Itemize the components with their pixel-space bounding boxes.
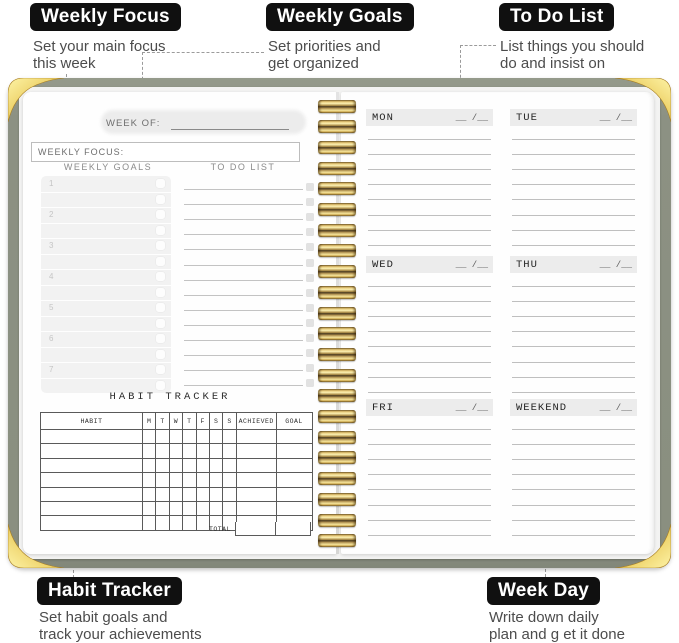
habit-table-cell [209, 502, 222, 515]
habit-tracker-total-row [40, 522, 311, 537]
goal-checkbox [156, 365, 165, 374]
habit-table-header-row [41, 413, 312, 429]
habit-table-cell [155, 488, 168, 501]
goal-row [41, 176, 171, 193]
goal-row [41, 362, 171, 379]
goal-row [41, 331, 171, 348]
habit-table-cell [142, 430, 155, 443]
weekly-goals-panel [41, 176, 171, 393]
day-line [512, 199, 635, 200]
todo-checkbox [306, 213, 314, 221]
todo-checkbox [306, 334, 314, 342]
goal-number: 1 [49, 179, 54, 188]
habit-table-cell [182, 430, 195, 443]
goal-checkbox [156, 319, 165, 328]
todo-line [184, 265, 303, 266]
habit-table-cell [155, 502, 168, 515]
habit-table-cell [209, 459, 222, 472]
day-line [512, 429, 635, 430]
spiral-ring [318, 203, 356, 216]
goal-checkbox [156, 303, 165, 312]
callout-desc-to-do-list-line2: do and insist on [500, 55, 606, 72]
day-section-fri [366, 399, 493, 539]
todo-line [184, 385, 303, 386]
day-date-placeholder: __ /__ [599, 403, 632, 413]
day-line [368, 377, 491, 378]
day-line [512, 474, 635, 475]
todo-checkbox [306, 349, 314, 357]
callout-desc-weekly-focus-line2: this week [33, 55, 96, 72]
goal-row [41, 285, 171, 302]
habit-table-cell [182, 459, 195, 472]
habit-table-cell [41, 488, 142, 501]
habit-table-cell [276, 488, 312, 501]
callout-desc-weekly-focus-line1: Set your main focus [33, 38, 166, 55]
goal-number: 4 [49, 272, 54, 281]
habit-table-header-cell: S [209, 413, 222, 429]
spiral-ring [318, 265, 356, 278]
habit-table-cell [169, 488, 182, 501]
day-line [368, 215, 491, 216]
habit-table-cell [276, 430, 312, 443]
goal-number: 3 [49, 241, 54, 250]
day-line [368, 444, 491, 445]
callout-badge-weekly-focus: Weekly Focus [30, 3, 181, 31]
spiral-ring [318, 307, 356, 320]
day-header [366, 109, 493, 126]
spiral-ring [318, 286, 356, 299]
day-line [368, 316, 491, 317]
habit-table-cell [209, 488, 222, 501]
total-goal-cell [275, 522, 311, 536]
todo-line [184, 280, 303, 281]
todo-line [184, 189, 303, 190]
habit-table-cell [155, 473, 168, 486]
day-line [368, 459, 491, 460]
weekly-focus-label: WEEKLY FOCUS: [38, 147, 125, 157]
todo-checkbox [306, 274, 314, 282]
day-name: THU [516, 259, 538, 271]
spiral-ring [318, 141, 356, 154]
habit-table-cell [236, 502, 276, 515]
goal-number: 7 [49, 365, 54, 374]
callout-desc-habit-tracker-line2: track your achievements [39, 626, 202, 643]
habit-table-cell [196, 488, 209, 501]
habit-table-cell [209, 430, 222, 443]
habit-table-cell [155, 430, 168, 443]
habit-table-cell [41, 502, 142, 515]
habit-table-header-cell: W [169, 413, 182, 429]
habit-table-cell [276, 502, 312, 515]
spiral-ring [318, 327, 356, 340]
todo-line [184, 325, 303, 326]
habit-table-cell [142, 444, 155, 457]
day-header [366, 256, 493, 273]
day-line [368, 429, 491, 430]
day-date-placeholder: __ /__ [599, 260, 632, 270]
weekly-focus-box [31, 142, 300, 162]
day-section-thu [510, 256, 637, 396]
weekly-goals-header: WEEKLY GOALS [63, 162, 153, 172]
goal-row [41, 254, 171, 271]
day-date-placeholder: __ /__ [455, 113, 488, 123]
goal-number: 6 [49, 334, 54, 343]
day-line [368, 362, 491, 363]
callout-desc-habit-tracker-line1: Set habit goals and [39, 609, 168, 626]
goal-checkbox [156, 350, 165, 359]
goal-row [41, 207, 171, 224]
day-line [368, 230, 491, 231]
habit-table-header-cell: M [142, 413, 155, 429]
day-line [512, 139, 635, 140]
day-header [510, 109, 637, 126]
spiral-ring [318, 244, 356, 257]
callout-badge-habit-tracker: Habit Tracker [37, 577, 182, 605]
day-line [368, 301, 491, 302]
todo-line [184, 370, 303, 371]
habit-table-header-cell: S [222, 413, 235, 429]
day-name: MON [372, 112, 394, 124]
day-line [512, 230, 635, 231]
habit-table-cell [209, 473, 222, 486]
habit-table-cell [41, 459, 142, 472]
spiral-ring [318, 100, 356, 113]
day-line [368, 286, 491, 287]
total-label: TOTAL [208, 526, 231, 533]
day-line [512, 184, 635, 185]
week-of-label: WEEK OF: [106, 118, 161, 129]
habit-table-cell [222, 459, 235, 472]
day-section-tue [510, 109, 637, 249]
total-achieved-cell [235, 522, 276, 536]
spiral-ring [318, 224, 356, 237]
day-section-wed [366, 256, 493, 396]
spiral-ring [318, 472, 356, 485]
todo-line [184, 249, 303, 250]
goal-number: 5 [49, 303, 54, 312]
leader-to-do-h1 [460, 45, 496, 46]
goal-checkbox [156, 195, 165, 204]
day-line [368, 245, 491, 246]
habit-table-cell [222, 444, 235, 457]
day-line [512, 392, 635, 393]
habit-table-cell [196, 502, 209, 515]
day-line [512, 505, 635, 506]
todo-line [184, 310, 303, 311]
todo-checkbox [306, 304, 314, 312]
day-header [510, 399, 637, 416]
habit-table-row [41, 458, 312, 472]
callout-desc-weekly-goals-line1: Set priorities and [268, 38, 381, 55]
day-line [512, 520, 635, 521]
day-line [368, 535, 491, 536]
goal-row [41, 316, 171, 333]
day-line [368, 346, 491, 347]
day-line [512, 316, 635, 317]
habit-table-cell [169, 430, 182, 443]
habit-table-cell [182, 444, 195, 457]
spiral-ring [318, 369, 356, 382]
todo-checkbox [306, 243, 314, 251]
habit-table-cell [222, 488, 235, 501]
habit-table-header-cell: ACHIEVED [236, 413, 276, 429]
goal-row [41, 347, 171, 364]
spiral-ring [318, 451, 356, 464]
habit-table-cell [142, 473, 155, 486]
habit-table-cell [41, 430, 142, 443]
day-line [368, 331, 491, 332]
callout-desc-week-day-line1: Write down daily [489, 609, 599, 626]
habit-table-cell [142, 459, 155, 472]
day-line [512, 215, 635, 216]
todo-checkbox [306, 259, 314, 267]
day-line [368, 154, 491, 155]
day-header [366, 399, 493, 416]
habit-table-cell [222, 502, 235, 515]
callout-desc-week-day-line2: plan and g et it done [489, 626, 625, 643]
habit-table-cell [276, 444, 312, 457]
habit-table-row [41, 487, 312, 501]
habit-table-cell [182, 488, 195, 501]
day-line [512, 169, 635, 170]
goal-checkbox [156, 179, 165, 188]
habit-table-cell [142, 502, 155, 515]
goal-row [41, 223, 171, 240]
goal-checkbox [156, 257, 165, 266]
habit-table-cell [236, 430, 276, 443]
callout-desc-to-do-list-line1: List things you should [500, 38, 645, 55]
habit-table-cell [196, 430, 209, 443]
spiral-ring [318, 534, 356, 547]
day-line [512, 459, 635, 460]
habit-table-cell [236, 473, 276, 486]
todo-line [184, 219, 303, 220]
todo-checkbox [306, 183, 314, 191]
day-line [368, 169, 491, 170]
spiral-ring [318, 120, 356, 133]
day-line [368, 505, 491, 506]
goal-row [41, 300, 171, 317]
callout-badge-to-do-list: To Do List [499, 3, 614, 31]
todo-line [184, 234, 303, 235]
day-line [368, 199, 491, 200]
habit-table-cell [276, 459, 312, 472]
day-line [368, 520, 491, 521]
day-date-placeholder: __ /__ [599, 113, 632, 123]
habit-table-cell [169, 459, 182, 472]
habit-table-cell [155, 459, 168, 472]
todo-checkbox [306, 198, 314, 206]
habit-table-cell [169, 444, 182, 457]
goal-checkbox [156, 272, 165, 281]
goal-checkbox [156, 210, 165, 219]
habit-table-row [41, 472, 312, 486]
day-line [512, 444, 635, 445]
day-line [512, 362, 635, 363]
habit-table-row [41, 443, 312, 457]
spiral-ring [318, 389, 356, 402]
day-section-weekend [510, 399, 637, 539]
habit-table-cell [182, 502, 195, 515]
goal-checkbox [156, 334, 165, 343]
habit-table-cell [276, 473, 312, 486]
day-line [512, 535, 635, 536]
callout-badge-weekly-goals: Weekly Goals [266, 3, 414, 31]
right-page [341, 92, 654, 554]
day-line [512, 154, 635, 155]
goal-checkbox [156, 381, 165, 390]
habit-table-cell [196, 459, 209, 472]
leader-weekly-goals-h [142, 52, 264, 53]
day-line [512, 286, 635, 287]
habit-table-row [41, 501, 312, 515]
callout-badge-week-day: Week Day [487, 577, 600, 605]
spiral-ring [318, 493, 356, 506]
habit-table-row [41, 429, 312, 443]
day-line [512, 346, 635, 347]
day-name: TUE [516, 112, 538, 124]
day-line [368, 139, 491, 140]
day-line [512, 301, 635, 302]
day-line [368, 489, 491, 490]
habit-table-cell [41, 473, 142, 486]
habit-tracker-title: HABIT TRACKER [109, 391, 231, 403]
goal-row [41, 269, 171, 286]
todo-line [184, 340, 303, 341]
todo-line [184, 355, 303, 356]
callout-desc-weekly-goals-line2: get organized [268, 55, 359, 72]
spiral-ring [318, 431, 356, 444]
day-line [512, 489, 635, 490]
habit-table-cell [41, 444, 142, 457]
habit-table-cell [236, 488, 276, 501]
day-date-placeholder: __ /__ [455, 403, 488, 413]
day-line [512, 331, 635, 332]
habit-table-cell [182, 473, 195, 486]
habit-table-cell [222, 473, 235, 486]
day-header [510, 256, 637, 273]
spiral-ring [318, 514, 356, 527]
habit-table-header-cell: GOAL [276, 413, 312, 429]
habit-table-header-cell: T [155, 413, 168, 429]
goal-row [41, 192, 171, 209]
habit-table-cell [196, 444, 209, 457]
day-line [512, 245, 635, 246]
habit-table-cell [196, 473, 209, 486]
spiral-ring [318, 182, 356, 195]
day-name: FRI [372, 402, 394, 414]
day-line [512, 377, 635, 378]
day-line [368, 184, 491, 185]
left-page [23, 92, 337, 554]
todo-line [184, 295, 303, 296]
day-section-mon [366, 109, 493, 249]
goal-checkbox [156, 288, 165, 297]
habit-table-cell [169, 473, 182, 486]
goal-row [41, 238, 171, 255]
habit-table-cell [236, 444, 276, 457]
habit-tracker-table [40, 412, 313, 531]
spiral-ring [318, 410, 356, 423]
day-name: WED [372, 259, 394, 271]
week-of-blank-line [171, 129, 289, 130]
habit-table-cell [209, 444, 222, 457]
habit-table-cell [155, 444, 168, 457]
to-do-list-header: TO DO LIST [210, 162, 276, 172]
todo-checkbox [306, 364, 314, 372]
habit-table-cell [169, 502, 182, 515]
todo-line [184, 204, 303, 205]
goal-checkbox [156, 241, 165, 250]
day-line [368, 392, 491, 393]
goal-number: 2 [49, 210, 54, 219]
spiral-ring [318, 348, 356, 361]
goal-checkbox [156, 226, 165, 235]
habit-table-header-cell: HABIT [80, 417, 103, 425]
habit-table-cell [236, 459, 276, 472]
habit-table-cell [222, 430, 235, 443]
habit-table-header-cell: F [196, 413, 209, 429]
habit-table-cell [142, 488, 155, 501]
todo-checkbox [306, 228, 314, 236]
todo-checkbox [306, 319, 314, 327]
day-line [368, 474, 491, 475]
todo-checkbox [306, 379, 314, 387]
spiral-ring [318, 162, 356, 175]
day-name: WEEKEND [516, 402, 568, 414]
habit-table-header-cell: T [182, 413, 195, 429]
todo-checkbox [306, 289, 314, 297]
day-date-placeholder: __ /__ [455, 260, 488, 270]
